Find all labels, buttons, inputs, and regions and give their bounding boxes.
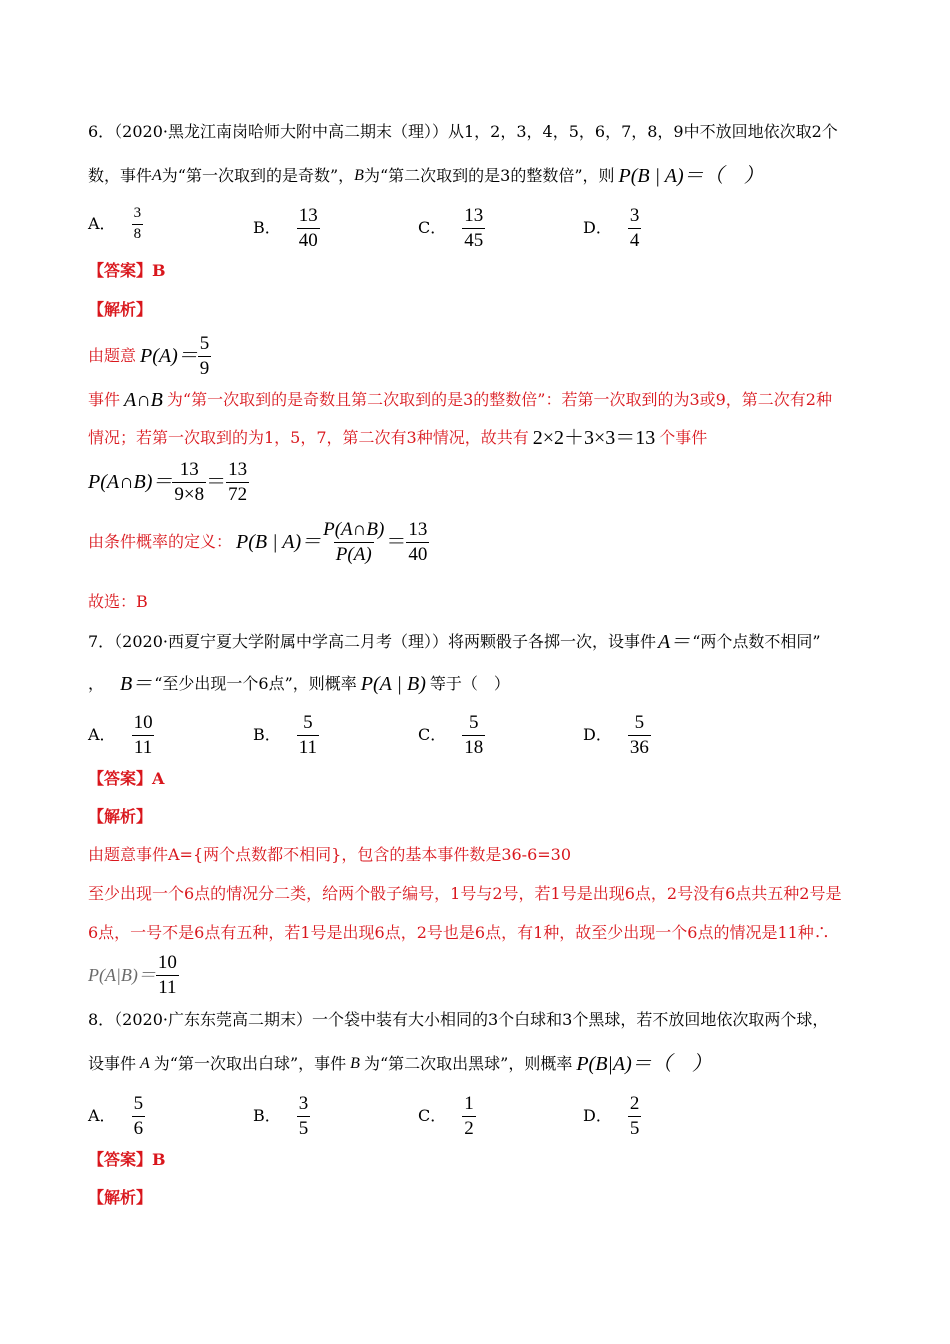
- option-fraction: $\frac{3}{5}$: [298, 1093, 309, 1139]
- q8-stem-line2: 设事件 A 为“第一次取出白球”，事件 B 为“第二次取出黑球”，则概率 P(B|A)＝（ ）: [88, 1053, 712, 1075]
- q7-step4: P(A|B)＝ $\frac{10}{11}$: [88, 952, 177, 998]
- q6-option-a[interactable]: [88, 206, 143, 243]
- q8-option-a[interactable]: [88, 1094, 145, 1139]
- q7-option-c[interactable]: [418, 713, 485, 758]
- option-label: B．: [253, 1106, 281, 1126]
- q7-step3: 6点，一号不是6点有五种，若1号是出现6点，2号也是6点，有1种，故至少出现一个6点的情况是11种∴: [88, 923, 830, 942]
- q7-stem-line2: ， B＝ “至少出现一个6点”，则概率 P(A | B) 等于（ ）: [88, 673, 510, 695]
- option-fraction: $\frac{5}{36}$: [629, 712, 649, 758]
- q6-step2: 事件 A∩B 为“第一次取到的是奇数且第二次取到的是3的整数倍”：若第一次取到的为3或9，第二次有2种: [88, 389, 832, 411]
- q8-option-c[interactable]: [418, 1094, 476, 1139]
- q7-option-a[interactable]: [88, 713, 155, 758]
- option-fraction: $\frac{13}{45}$: [464, 205, 484, 251]
- q8-option-b[interactable]: [253, 1094, 310, 1139]
- option-label: D．: [583, 218, 612, 238]
- q6-question-expr: P(B | A)＝（ ）: [618, 165, 764, 187]
- option-label: C．: [418, 218, 447, 238]
- q7-stem-line1: 7．（2020·西夏宁夏大学附属中学高二月考（理））将两颗骰子各掷一次，设事件 A＝ “两个点数不相同”: [88, 631, 821, 653]
- option-label: C．: [418, 1106, 447, 1126]
- q6-option-b[interactable]: [253, 206, 320, 251]
- q6-step1: 由题意 P(A)＝ $\frac{5}{9}$: [88, 333, 210, 379]
- option-fraction: $\frac{10}{11}$: [133, 712, 153, 758]
- event-b: B: [354, 167, 364, 184]
- q7-option-d[interactable]: [583, 713, 651, 758]
- option-fraction: $\frac{1}{2}$: [464, 1093, 474, 1139]
- q6-step5: 由条件概率的定义： P(B | A)＝ $\frac{P(A\cap B)}{P(A)}$ ＝ $\frac{13}{40}$: [88, 519, 428, 565]
- q8-answer: 【答案】B: [88, 1150, 166, 1169]
- q6-stem-text: 为“第一次取到的是奇数”，: [161, 166, 355, 185]
- q6-stem-text: 数，事件: [88, 166, 153, 185]
- q6-step4: P(A∩B)＝ $\frac{13}{9\times 8}$ ＝ $\frac{13}{72}$: [88, 459, 248, 505]
- q7-step1: 由题意事件A={两个点数都不相同}，包含的基本事件数是36-6=30: [88, 845, 572, 864]
- option-fraction: $\frac{5}{11}$: [298, 712, 318, 758]
- q8-option-d[interactable]: [583, 1094, 641, 1139]
- q6-option-c[interactable]: [418, 206, 485, 251]
- option-fraction: $\frac{5}{18}$: [464, 712, 484, 758]
- option-label: B．: [253, 218, 281, 238]
- q6-answer: 【答案】B: [88, 261, 166, 280]
- option-label: A．: [88, 214, 116, 234]
- q7-analysis-label: 【解析】: [88, 807, 153, 826]
- q7-option-b[interactable]: [253, 713, 319, 758]
- option-label: C．: [418, 725, 447, 745]
- q6-option-d[interactable]: [583, 206, 641, 251]
- option-fraction: $\frac{3}{4}$: [629, 205, 640, 251]
- q6-stem-text: 为“第二次取到的是3的整数倍”，则: [363, 166, 615, 185]
- option-label: B．: [253, 725, 281, 745]
- q8-stem-line1: 8．（2020·广东东莞高二期末）一个袋中装有大小相同的3个白球和3个黑球，若不放回地依次取两个球，: [88, 1010, 829, 1029]
- option-fraction: $\frac{2}{5}$: [629, 1093, 640, 1139]
- q7-step2: 至少出现一个6点的情况分二类，给两个骰子编号，1号与2号，若1号是出现6点，2号没有6点共五种2号是: [88, 884, 842, 903]
- q7-answer: 【答案】A: [88, 769, 165, 788]
- option-fraction: $\frac{5}{6}$: [133, 1093, 144, 1139]
- q6-stem-line2: [88, 166, 764, 186]
- q6-analysis-label: 【解析】: [88, 300, 153, 319]
- q6-stem-line1: 6．（2020·黑龙江南岗哈师大附中高二期末（理））从1，2，3，4，5，6，7，8，9中不放回地依次取2个: [88, 122, 838, 141]
- option-label: D．: [583, 725, 612, 745]
- option-label: A．: [88, 1106, 116, 1126]
- option-label: A．: [88, 725, 116, 745]
- option-fraction: $\frac{13}{40}$: [298, 205, 318, 251]
- q8-analysis-label: 【解析】: [88, 1188, 153, 1207]
- option-fraction: $\frac{3}{8}$: [133, 205, 142, 242]
- q6-conclusion: 故选：B: [88, 592, 148, 611]
- q6-step3: 情况；若第一次取到的为1，5，7，第二次有3种情况，故共有 2×2＋3×3＝13 个事件: [88, 427, 708, 449]
- option-label: D．: [583, 1106, 612, 1126]
- event-a: A: [152, 167, 162, 184]
